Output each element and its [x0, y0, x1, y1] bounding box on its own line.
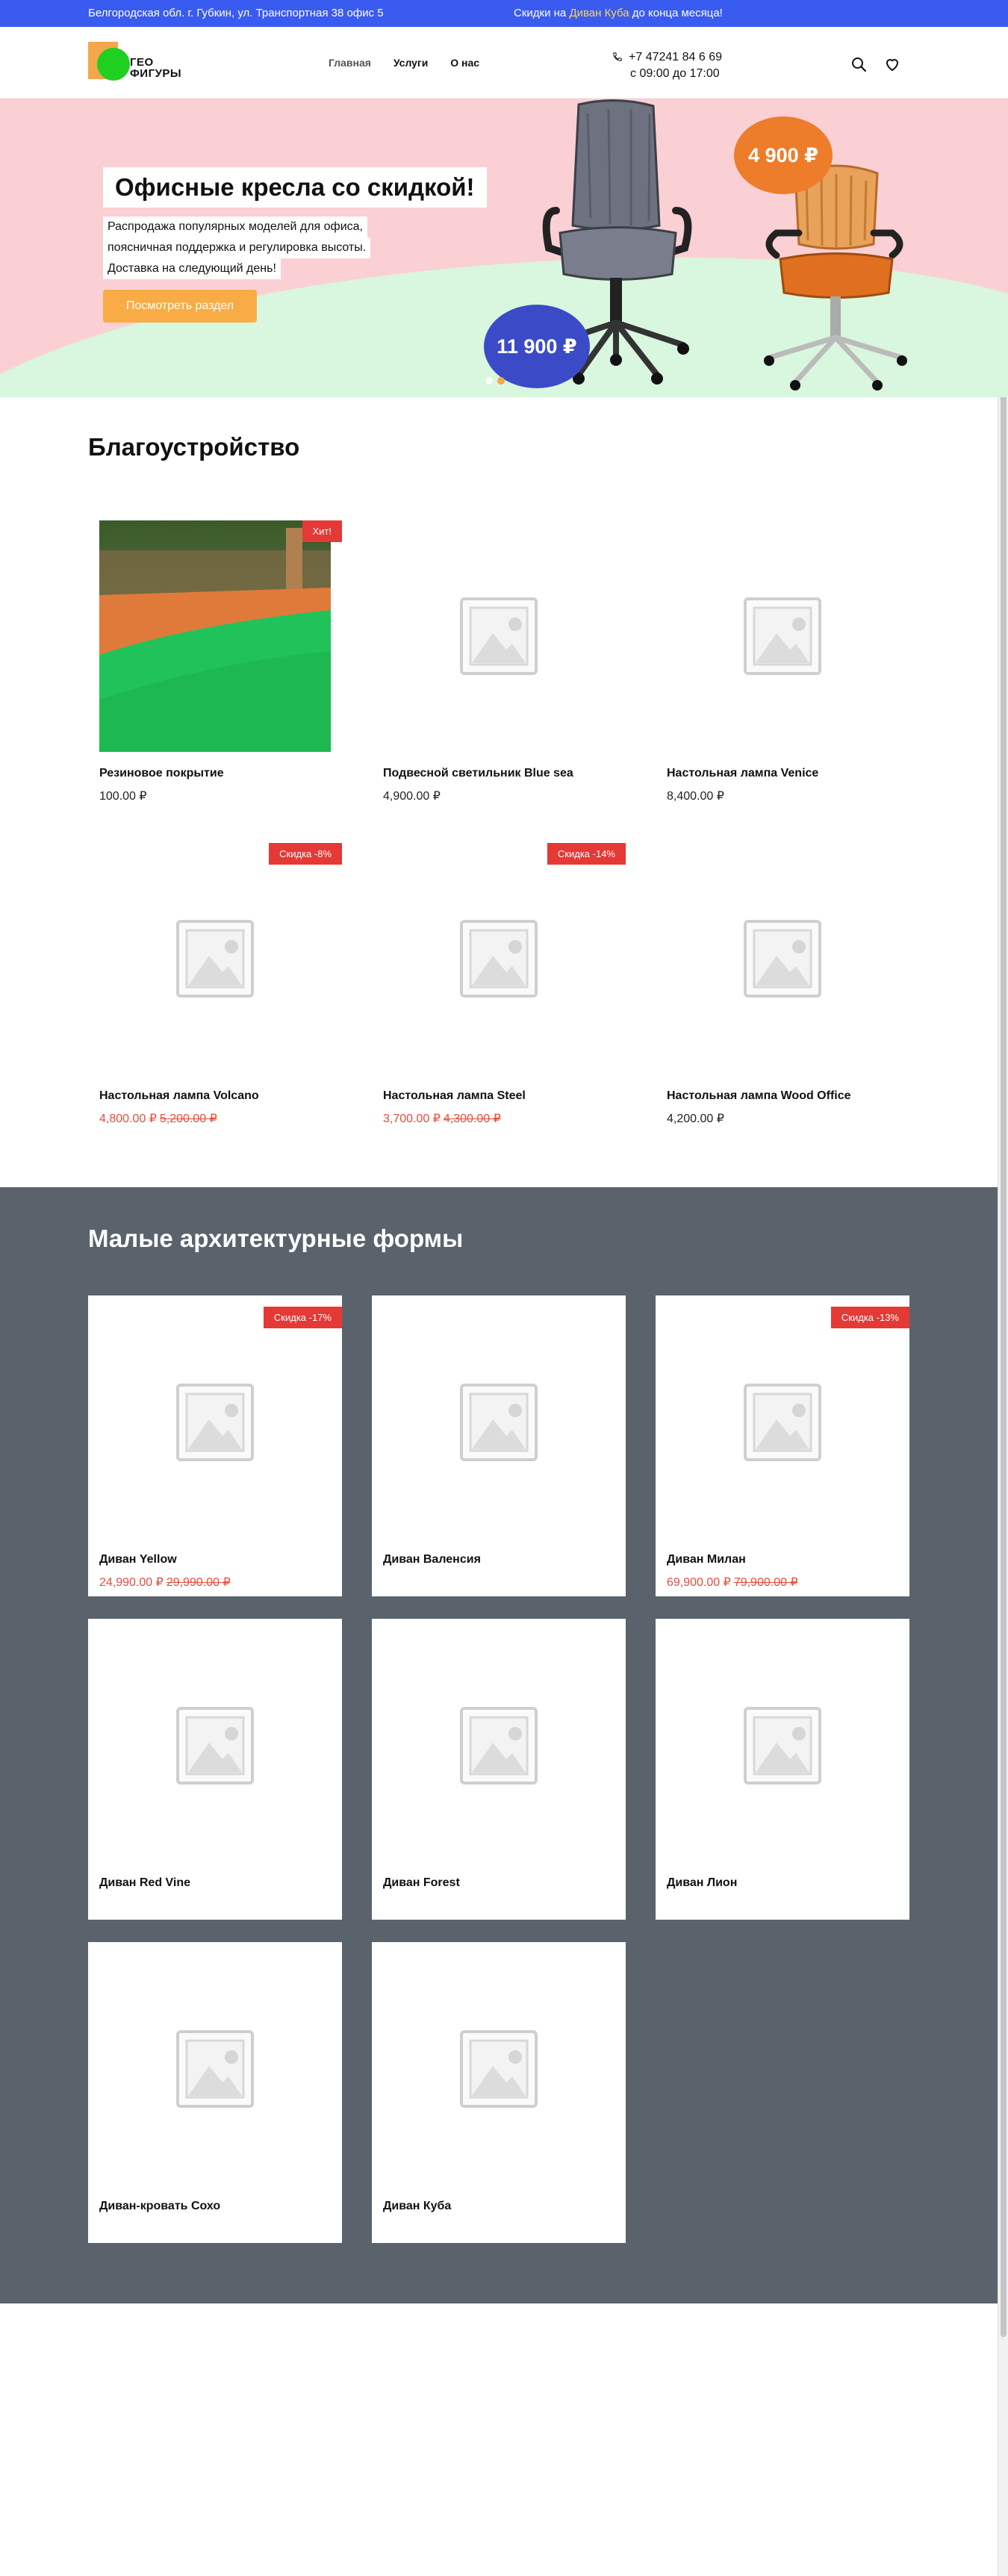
image-placeholder-icon	[457, 1381, 541, 1464]
product-card[interactable]	[88, 1295, 342, 1596]
old-price: 79,900.00 ₽	[733, 1576, 798, 1589]
phone-number[interactable]: +7 47241 84 6 69	[629, 51, 723, 63]
sale-badge: Скидка -17%	[264, 1307, 342, 1328]
hero-slider	[0, 99, 1008, 397]
product-image[interactable]	[667, 1307, 898, 1538]
product-price	[383, 1111, 501, 1126]
logo-circle	[97, 48, 130, 81]
product-image[interactable]	[99, 1630, 331, 1861]
site-header	[0, 27, 1008, 99]
promo-text: Скидки на Диван Куба до конца месяца!	[514, 7, 723, 19]
old-price: 29,990.00 ₽	[166, 1576, 231, 1589]
product-image[interactable]	[99, 1953, 331, 2185]
sale-badge: Хит!	[302, 520, 343, 542]
image-placeholder-icon	[457, 594, 541, 678]
product-name[interactable]: Диван Yellow	[99, 1553, 177, 1566]
product-card[interactable]	[656, 1619, 909, 1920]
product-price	[667, 788, 724, 803]
product-card[interactable]	[656, 1295, 909, 1596]
current-price: 69,900.00 ₽	[667, 1576, 731, 1589]
product-name[interactable]: Резиновое покрытие	[99, 767, 224, 780]
rubber-coating-photo	[99, 520, 331, 752]
section-title: Малые архитектурные формы	[88, 1225, 464, 1252]
image-placeholder-icon	[741, 1704, 824, 1788]
image-placeholder-icon	[457, 1704, 541, 1788]
scrollbar[interactable]	[998, 27, 1008, 2576]
main-nav	[329, 57, 499, 69]
current-price: 3,700.00 ₽	[383, 1113, 441, 1125]
old-price: 5,200.00 ₽	[159, 1113, 217, 1125]
product-name[interactable]: Настольная лампа Steel	[383, 1089, 526, 1102]
sale-badge: Скидка -8%	[269, 843, 342, 865]
image-placeholder-icon	[457, 917, 541, 1001]
slider-dot-active[interactable]	[497, 377, 505, 385]
product-image[interactable]	[383, 1630, 615, 1861]
section-landscaping	[0, 397, 998, 1187]
product-card[interactable]	[656, 509, 909, 815]
current-price: 4,900.00 ₽	[383, 790, 441, 803]
current-price: 4,200.00 ₽	[667, 1113, 724, 1125]
product-card[interactable]	[372, 1942, 626, 2243]
product-name[interactable]: Диван Red Vine	[99, 1876, 191, 1889]
image-placeholder-icon	[457, 2027, 541, 2111]
promo-link[interactable]: Диван Куба	[569, 7, 629, 19]
product-price	[99, 1575, 231, 1590]
product-name[interactable]: Настольная лампа Wood Office	[667, 1089, 851, 1102]
logo-text-line1: ГЕО	[130, 56, 154, 69]
product-card[interactable]	[372, 509, 626, 815]
view-section-button[interactable]: Посмотреть раздел	[103, 290, 257, 323]
current-price: 100.00 ₽	[99, 790, 147, 803]
product-card[interactable]	[88, 509, 342, 815]
product-price	[383, 788, 441, 803]
product-price	[99, 788, 147, 803]
hero-desc-line: Распродажа популярных моделей для офиса,	[103, 217, 367, 237]
image-placeholder-icon	[741, 917, 824, 1001]
product-card[interactable]	[88, 1619, 342, 1920]
product-card[interactable]	[88, 832, 342, 1138]
product-price	[667, 1575, 798, 1590]
hero-title: Офисные кресла со скидкой!	[103, 167, 487, 208]
product-name[interactable]: Диван Лион	[667, 1876, 738, 1889]
product-name[interactable]: Настольная лампа Volcano	[99, 1089, 259, 1102]
search-icon[interactable]	[850, 55, 868, 73]
hero-desc-line: Доставка на следующий день!	[103, 258, 281, 279]
image-placeholder-icon	[741, 1381, 824, 1464]
image-placeholder-icon	[741, 594, 824, 678]
product-image[interactable]	[99, 843, 331, 1074]
address-text: Белгородская обл. г. Губкин, ул. Транспортная 38 офис 5	[88, 7, 384, 19]
hero-description	[103, 217, 370, 279]
logo-text-line2: ФИГУРЫ	[130, 67, 182, 80]
nav-item-services[interactable]: Услуги	[393, 57, 429, 69]
sale-badge: Скидка -13%	[831, 1307, 909, 1328]
old-price: 4,300.00 ₽	[443, 1113, 501, 1125]
product-image[interactable]	[383, 520, 615, 752]
product-name[interactable]: Диван Куба	[383, 2200, 452, 2212]
product-price	[99, 1111, 217, 1126]
image-placeholder-icon	[173, 1704, 257, 1788]
product-card[interactable]	[372, 832, 626, 1138]
current-price: 4,800.00 ₽	[99, 1113, 157, 1125]
nav-item-about[interactable]: О нас	[450, 57, 480, 69]
product-image[interactable]	[383, 1953, 615, 2185]
product-name[interactable]: Настольная лампа Venice	[667, 767, 819, 780]
product-image[interactable]	[383, 843, 615, 1074]
product-card[interactable]	[656, 832, 909, 1138]
product-image[interactable]	[99, 520, 331, 752]
logo[interactable]	[88, 42, 193, 85]
product-card[interactable]	[372, 1295, 626, 1596]
product-name[interactable]: Диван Валенсия	[383, 1553, 481, 1566]
product-card[interactable]	[372, 1619, 626, 1920]
section-title: Благоустройство	[88, 433, 300, 461]
image-placeholder-icon	[173, 2027, 257, 2111]
product-image[interactable]	[99, 1307, 331, 1538]
product-price	[667, 1111, 724, 1126]
image-placeholder-icon	[173, 1381, 257, 1464]
hero-desc-line: поясничная поддержка и регулировка высоты.	[103, 237, 370, 258]
product-name[interactable]: Подвесной светильник Blue sea	[383, 767, 573, 780]
product-card[interactable]	[88, 1942, 342, 2243]
current-price: 24,990.00 ₽	[99, 1576, 164, 1589]
section-small-architectural-forms	[0, 1187, 998, 2303]
current-price: 8,400.00 ₽	[667, 790, 724, 803]
price-badge-orange: 4 900 ₽	[734, 116, 833, 194]
product-name[interactable]: Диван Милан	[667, 1553, 746, 1566]
sale-badge: Скидка -14%	[547, 843, 626, 865]
nav-item-home[interactable]: Главная	[329, 57, 371, 69]
image-placeholder-icon	[173, 917, 257, 1001]
product-name[interactable]: Диван-кровать Сохо	[99, 2200, 221, 2212]
price-badge-blue: 11 900 ₽	[484, 305, 590, 388]
phone-icon	[612, 52, 623, 62]
contact-block	[612, 49, 722, 82]
product-image[interactable]	[667, 843, 898, 1074]
product-image[interactable]	[667, 1630, 898, 1861]
work-hours: с 09:00 до 17:00	[630, 67, 720, 80]
slider-dot[interactable]	[485, 377, 493, 385]
product-name[interactable]: Диван Forest	[383, 1876, 460, 1889]
orange-office-chair-image	[739, 162, 926, 397]
top-bar	[0, 0, 1008, 27]
heart-icon[interactable]	[883, 55, 901, 73]
product-image[interactable]	[667, 520, 898, 752]
product-image[interactable]	[383, 1307, 615, 1538]
